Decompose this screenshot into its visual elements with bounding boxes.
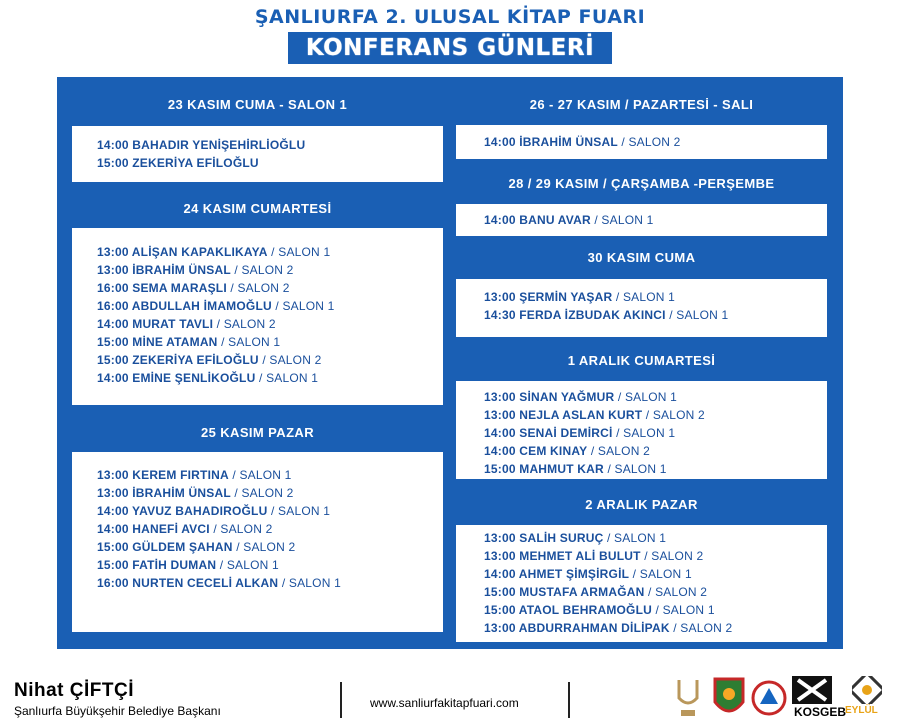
list-item: 16:00 ABDULLAH İMAMOĞLU / SALON 1	[97, 299, 335, 313]
list-item: 13:00 ALİŞAN KAPAKLIKAYA / SALON 1	[97, 245, 331, 259]
divider	[340, 682, 342, 718]
list-item: 14:30 FERDA İZBUDAK AKINCI / SALON 1	[484, 308, 729, 322]
list-item: 14:00 EMİNE ŞENLİKOĞLU / SALON 1	[97, 371, 319, 385]
emblem-logo-icon	[712, 676, 746, 720]
kosgeb-logo-icon	[792, 676, 832, 704]
page-title: ŞANLIURFA 2. ULUSAL KİTAP FUARI	[254, 6, 646, 28]
schedule-panel	[57, 77, 843, 649]
day-heading: 2 ARALIK PAZAR	[585, 497, 698, 512]
list-item: 13:00 MEHMET ALİ BULUT / SALON 2	[484, 549, 704, 563]
list-item: 15:00 ATAOL BEHRAMOĞLU / SALON 1	[484, 603, 715, 617]
day-heading: 28 / 29 KASIM / ÇARŞAMBA -PERŞEMBE	[508, 176, 775, 191]
municipality-logo-icon	[675, 676, 701, 720]
education-logo-icon	[750, 676, 788, 720]
list-item: 15:00 ZEKERİYA EFİLOĞLU	[97, 156, 259, 170]
list-item: 15:00 ZEKERİYA EFİLOĞLU / SALON 2	[97, 353, 322, 367]
list-item: 13:00 ABDURRAHMAN DİLİPAK / SALON 2	[484, 621, 733, 635]
list-item: 16:00 NURTEN CECELİ ALKAN / SALON 1	[97, 576, 341, 590]
website-link[interactable]: www.sanliurfakitapfuari.com	[370, 696, 519, 710]
list-item: 16:00 SEMA MARAŞLI / SALON 2	[97, 281, 290, 295]
list-item: 15:00 FATİH DUMAN / SALON 1	[97, 558, 279, 572]
day-heading: 30 KASIM CUMA	[587, 250, 696, 265]
eylul-label: EYLÜL	[845, 705, 878, 716]
list-item: 13:00 ŞERMİN YAŞAR / SALON 1	[484, 290, 676, 304]
kosgeb-label: KOSGEB	[794, 705, 847, 719]
list-item: 13:00 SALİH SURUÇ / SALON 1	[484, 531, 667, 545]
list-item: 15:00 MUSTAFA ARMAĞAN / SALON 2	[484, 585, 708, 599]
list-item: 15:00 MAHMUT KAR / SALON 1	[484, 462, 667, 476]
mayor-title: Şanlıurfa Büyükşehir Belediye Başkanı	[14, 704, 221, 718]
day-heading: 23 KASIM CUMA - SALON 1	[167, 97, 348, 112]
day-heading: 24 KASIM CUMARTESİ	[183, 201, 332, 216]
mayor-name: Nihat ÇİFTÇİ	[14, 680, 134, 701]
eylul-logo-icon	[852, 676, 882, 704]
list-item: 15:00 GÜLDEM ŞAHAN / SALON 2	[97, 540, 296, 554]
list-item: 14:00 MURAT TAVLI / SALON 2	[97, 317, 276, 331]
day-box	[456, 204, 827, 236]
list-item: 13:00 NEJLA ASLAN KURT / SALON 2	[484, 408, 705, 422]
list-item: 14:00 BANU AVAR / SALON 1	[484, 213, 654, 227]
list-item: 14:00 SENAİ DEMİRCİ / SALON 1	[484, 426, 676, 440]
list-item: 13:00 SİNAN YAĞMUR / SALON 1	[484, 390, 678, 404]
divider	[568, 682, 570, 718]
list-item: 14:00 CEM KINAY / SALON 2	[484, 444, 650, 458]
day-box	[72, 228, 443, 405]
list-item: 15:00 MİNE ATAMAN / SALON 1	[97, 335, 281, 349]
list-item: 14:00 BAHADIR YENİŞEHİRLİOĞLU	[97, 138, 306, 152]
list-item: 14:00 AHMET ŞİMŞİRGİL / SALON 1	[484, 567, 692, 581]
day-heading: 1 ARALIK CUMARTESİ	[567, 353, 716, 368]
list-item: 13:00 İBRAHİM ÜNSAL / SALON 2	[97, 263, 294, 277]
day-box	[72, 452, 443, 632]
list-item: 14:00 HANEFİ AVCI / SALON 2	[97, 522, 273, 536]
day-heading: 25 KASIM PAZAR	[201, 425, 314, 440]
page-subtitle: KONFERANS GÜNLERİ	[288, 32, 612, 64]
day-box	[456, 279, 827, 337]
day-box	[456, 125, 827, 159]
list-item: 13:00 İBRAHİM ÜNSAL / SALON 2	[97, 486, 294, 500]
header	[0, 0, 900, 70]
day-box	[72, 126, 443, 182]
day-box	[456, 525, 827, 642]
list-item: 14:00 İBRAHİM ÜNSAL / SALON 2	[484, 135, 681, 149]
list-item: 14:00 YAVUZ BAHADIROĞLU / SALON 1	[97, 504, 331, 518]
list-item: 13:00 KEREM FIRTINA / SALON 1	[97, 468, 292, 482]
day-heading: 26 - 27 KASIM / PAZARTESİ - SALI	[529, 97, 754, 112]
day-box	[456, 381, 827, 479]
